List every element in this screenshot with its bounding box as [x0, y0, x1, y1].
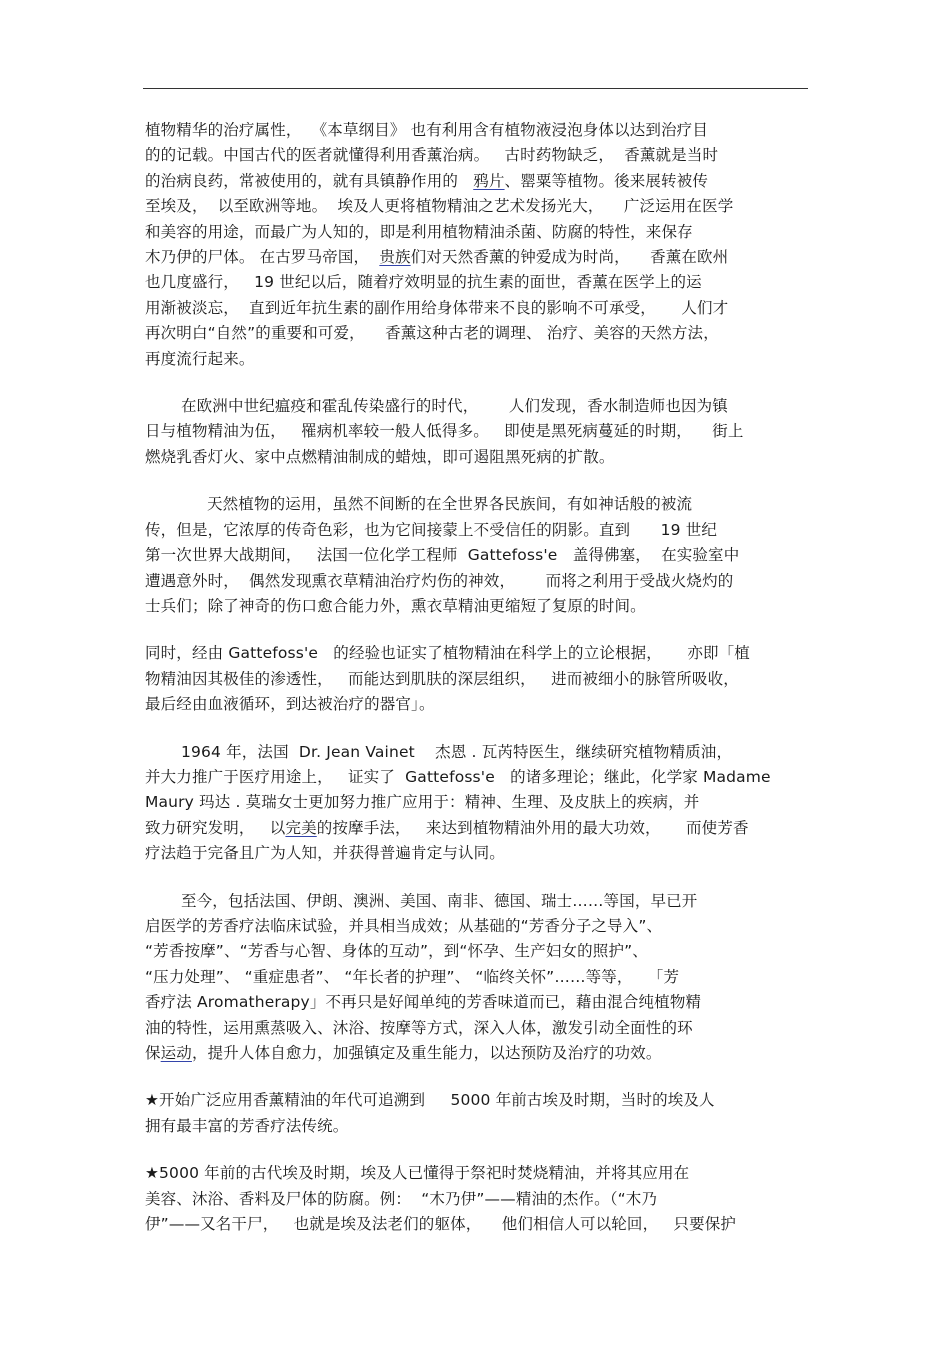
text-line: 第一次世界大战期间， 法国一位化学工程师 Gattefoss'e 盖得佛塞， 在实验室中	[145, 546, 740, 565]
text-span: 、罂粟等植物。後来展转被传	[504, 171, 708, 190]
text-span: 致力研究发明， 以	[145, 818, 286, 837]
text-line: 在欧洲中世纪瘟疫和霍乱传染盛行的时代， 人们发现，香水制造师也因为镇	[181, 397, 728, 416]
text-line: 传，但是，它浓厚的传奇色彩，也为它间接蒙上不受信任的阴影。直到 19 世纪	[145, 520, 718, 539]
text-span: 木乃伊的尸体。 在古罗马帝国，	[145, 248, 380, 267]
text-line	[145, 169, 825, 194]
link-perfect[interactable]: 完美	[285, 818, 317, 837]
text-line: 用渐被淡忘， 直到近年抗生素的副作用给身体带来不良的影响不可承受， 人们才	[145, 298, 729, 317]
text-line: 物精油因其极佳的渗透性， 而能达到肌肤的深层组织， 进而被细小的脉管所吸收，	[145, 669, 739, 688]
text-line: 香疗法 Aromatherapy」不再只是好闻单纯的芳香味道而已，藉由混合纯植物精	[145, 993, 702, 1012]
text-line: 燃烧乳香灯火、家中点燃精油制成的蜡烛，即可遏阻黑死病的扩散。	[145, 447, 615, 466]
text-span: 保	[145, 1044, 161, 1062]
text-line: 再度流行起来。	[145, 349, 255, 368]
paragraph-1964	[145, 740, 825, 867]
text-line: 的的记载。中国古代的医者就懂得利用香薰治病。 古时药物缺乏， 香薰就是当时	[145, 146, 719, 165]
text-line: 油的特性，运用熏蒸吸入、沐浴、按摩等方式，深入人体，激发引动全面性的环	[145, 1018, 693, 1037]
text-line: 天然植物的运用，虽然不间断的在全世界各民族间，有如神话般的被流	[207, 495, 693, 514]
text-line: 植物精华的治疗属性， 《本草纲目》 也有利用含有植物液浸泡身体以达到治疗目	[145, 121, 708, 139]
text-line: 士兵们；除了神奇的伤口愈合能力外，熏衣草精油更缩短了复原的时间。	[145, 596, 646, 615]
link-movement[interactable]: 运动	[160, 1044, 192, 1062]
text-span: 的按摩手法， 来达到植物精油外用的最大功效， 而使芳香	[316, 818, 749, 837]
text-line: 再次明白“自然”的重要和可爱， 香薰这种古老的调理、 治疗、美容的天然方法，	[145, 324, 719, 343]
text-span: ，提升人体自愈力，加强镇定及重生能力，以达预防及治疗的功效。	[191, 1044, 662, 1062]
text-line: 也几度盛行， 19 世纪以后，随着疗效明显的抗生素的面世，香薰在医学上的运	[145, 273, 702, 292]
text-line: 同时，经由 Gattefoss'e 的经验也证实了植物精油在科学上的立论根据， 亦即「植	[145, 644, 750, 663]
text-line: 最后经由血液循环，到达被治疗的器官」。	[145, 695, 435, 714]
text-line: 拥有最丰富的芳香疗法传统。	[145, 1116, 349, 1135]
paragraph-today	[145, 889, 825, 1067]
text-line	[145, 816, 825, 841]
text-line: 和美容的用途，而最广为人知的，即是利用植物精油杀菌、防腐的特性，来保存	[145, 222, 693, 241]
text-line	[145, 245, 825, 270]
text-line: 1964 年，法国 Dr. Jean Vainet 杰恩 . 瓦芮特医生，继续研究植物精质油，	[181, 742, 733, 761]
text-line	[145, 1041, 825, 1066]
text-line: 并大力推广于医疗用途上， 证实了 Gattefoss'e 的诸多理论；继此，化学家 Madame	[145, 767, 771, 786]
text-line: 疗法趋于完备且广为人知，并获得普遍肯定与认同。	[145, 844, 505, 863]
text-span: 的治病良药，常被使用的，就有具镇静作用的	[145, 171, 474, 190]
article-body	[145, 118, 825, 1259]
text-line: 伊”——又名干尸， 也就是埃及法老们的躯体， 他们相信人可以轮回， 只要保护	[145, 1215, 737, 1234]
paragraph-star-1	[145, 1088, 825, 1139]
paragraph-gattefosse	[145, 492, 825, 619]
text-span: 们对天然香薰的钟爱成为时尚， 香薰在欧州	[410, 248, 729, 267]
text-line: 至今，包括法国、伊朗、澳洲、美国、南非、德国、瑞士……等国，早已开	[181, 891, 698, 910]
header-rule	[143, 88, 808, 89]
text-line: “芳香按摩”、“芳香与心智、身体的互动”，到“怀孕、生产妇女的照护”、	[145, 942, 648, 961]
text-line: 日与植物精油为伍， 罹病机率较一般人低得多。 即使是黑死病蔓延的时期， 街上	[145, 422, 744, 441]
text-line: 遭遇意外时， 偶然发现熏衣草精油治疗灼伤的神效， 而将之利用于受战火烧灼的	[145, 571, 734, 590]
text-line: “压力处理”、 “重症患者”、 “年长者的护理”、 “临终关怀”……等等， 「芳	[145, 967, 680, 986]
text-line: ★开始广泛应用香薰精油的年代可追溯到 5000 年前古埃及时期，当时的埃及人	[145, 1091, 715, 1110]
paragraph-middle-ages	[145, 394, 825, 470]
link-opium[interactable]: 鸦片	[473, 171, 505, 190]
text-line: 美容、沐浴、香料及尸体的防腐。例： “木乃伊”——精油的杰作。（“木乃	[145, 1189, 658, 1208]
text-line: ★5000 年前的古代埃及时期，埃及人已懂得于祭祀时焚烧精油，并将其应用在	[145, 1164, 690, 1183]
paragraph-scientific-basis	[145, 641, 825, 717]
text-line: 至埃及， 以至欧洲等地。 埃及人更将植物精油之艺术发扬光大， 广泛运用在医学	[145, 197, 734, 216]
text-line: Maury 玛达 . 莫瑞女士更加努力推广应用于：精神、生理、及皮肤上的疾病，并	[145, 793, 700, 812]
paragraph-star-2	[145, 1161, 825, 1237]
link-nobility[interactable]: 贵族	[379, 248, 411, 267]
text-line: 启医学的芳香疗法临床试验，并具相当成效；从基础的“芳香分子之导入”、	[145, 916, 663, 935]
paragraph-history-china	[145, 118, 825, 372]
